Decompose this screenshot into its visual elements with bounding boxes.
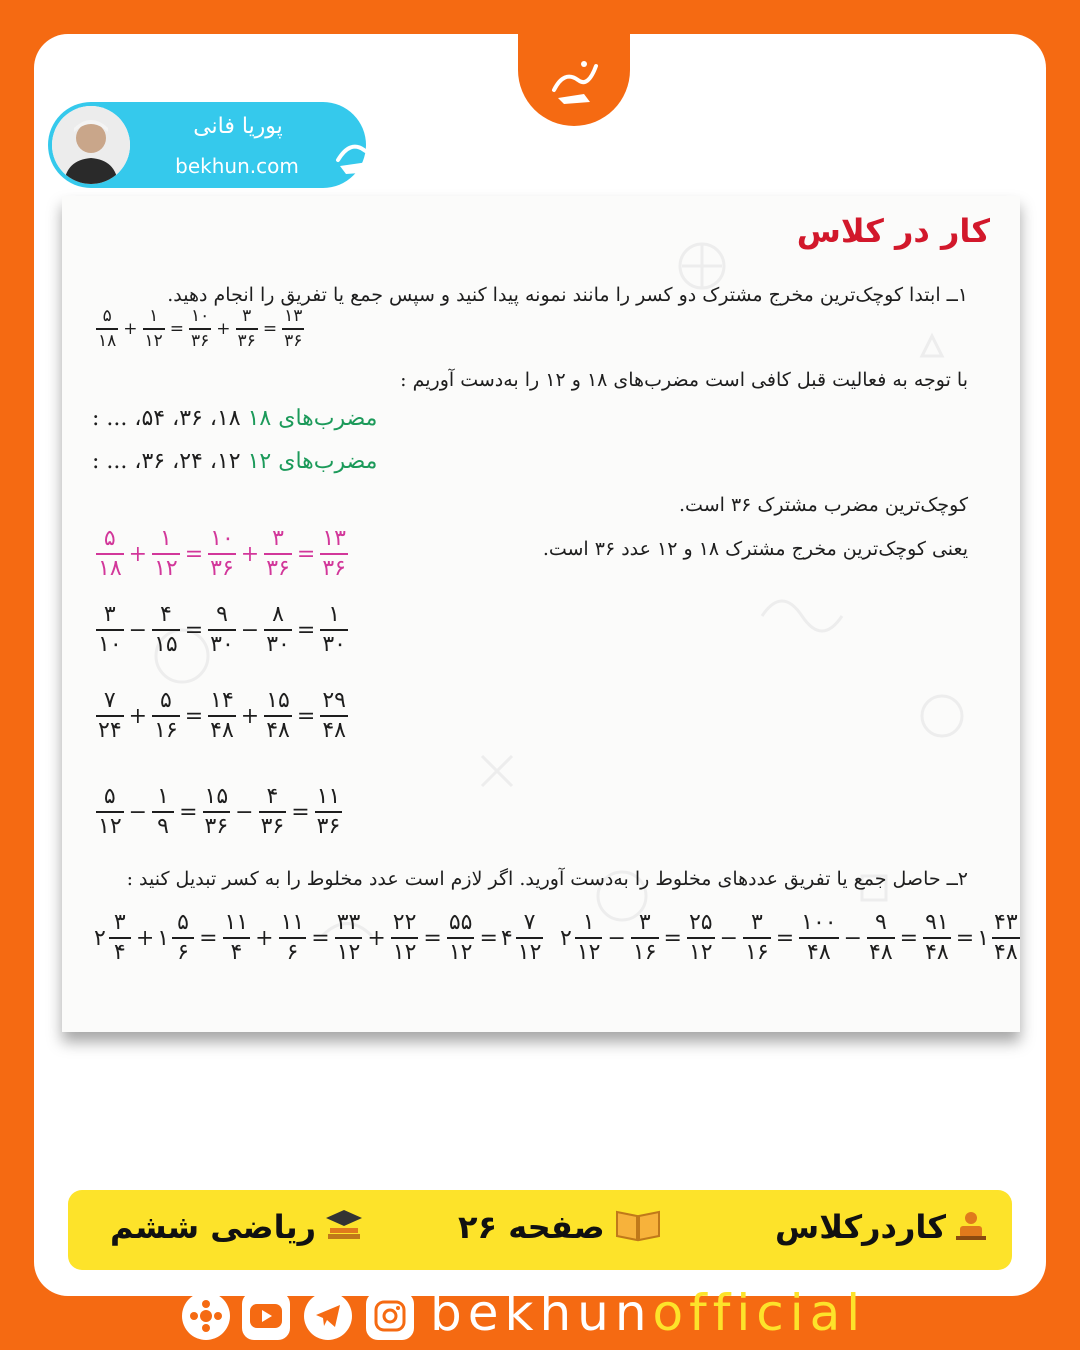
fraction-denominator: ۱۲ — [448, 940, 473, 965]
multiples-18-label: مضرب‌های ۱۸ — [247, 406, 378, 431]
operator-sign: − — [235, 799, 254, 825]
fraction-denominator: ۱۲ — [98, 814, 122, 839]
fraction-numerator: ۷ — [103, 688, 116, 713]
fraction-bar — [172, 937, 194, 939]
fraction-bar — [264, 629, 292, 631]
footer-right — [775, 1208, 988, 1250]
fraction-denominator: ۳۶ — [284, 331, 303, 351]
fraction — [172, 912, 194, 964]
mixed-whole-part: ۱ — [157, 925, 170, 951]
fraction-bar — [203, 811, 231, 813]
fraction-bar — [152, 811, 174, 813]
fraction-bar — [687, 937, 715, 939]
fraction — [259, 786, 287, 838]
fraction-denominator: ۶ — [177, 940, 189, 965]
mixed-whole-part: ۲ — [560, 925, 572, 951]
fraction-bar — [208, 553, 236, 555]
fraction-numerator: ۱ — [157, 784, 169, 809]
fraction — [96, 528, 124, 580]
operator-sign: + — [240, 703, 260, 729]
fraction-denominator: ۱۰ — [98, 632, 122, 657]
fraction-denominator: ۴۸ — [994, 940, 1018, 965]
operator-sign: = — [199, 925, 218, 951]
fraction-numerator: ۱ — [159, 526, 172, 551]
fraction — [264, 604, 292, 656]
bekhun-mark-icon — [332, 116, 394, 176]
fraction-numerator: ۱۱ — [316, 784, 341, 809]
operator-sign: = — [179, 799, 198, 825]
fraction-denominator: ۴ — [230, 940, 243, 965]
fraction-numerator: ۱۰۰ — [801, 910, 837, 935]
author-name: پوریا فانی — [193, 114, 283, 139]
section-title: کار در کلاس — [787, 212, 1000, 250]
fraction-denominator: ۱۵ — [154, 632, 178, 657]
mixed-whole-part: ۱ — [977, 925, 990, 951]
fraction-denominator: ۱۲ — [336, 940, 361, 965]
fraction-numerator: ۱ — [328, 602, 341, 627]
fraction-denominator: ۴۸ — [869, 940, 893, 965]
fraction — [264, 528, 292, 580]
operator-sign: = — [184, 541, 204, 567]
fraction-numerator: ۳ — [750, 910, 763, 935]
fraction — [320, 690, 348, 742]
mixed-whole-part: ۲ — [94, 925, 106, 951]
fraction-numerator: ۱۳ — [284, 306, 303, 326]
fraction — [447, 912, 475, 964]
fraction-denominator: ۱۶ — [154, 718, 178, 743]
fraction-bar — [320, 629, 348, 631]
fraction-denominator: ۱۶ — [745, 940, 769, 965]
multiples-12-label: مضرب‌های ۱۲ — [247, 449, 378, 474]
operator-sign: + — [135, 925, 155, 951]
fraction-bar — [320, 553, 348, 555]
operator-sign: + — [128, 541, 148, 567]
operator-sign: = — [262, 319, 278, 339]
social-bar — [180, 1284, 900, 1346]
fraction-denominator: ۳۶ — [260, 814, 285, 839]
fraction-numerator: ۲۲ — [392, 910, 417, 935]
fraction-bar — [96, 553, 124, 555]
fraction-denominator: ۱۲ — [517, 940, 542, 965]
fraction-numerator: ۴ — [159, 602, 172, 627]
fraction-denominator: ۴۸ — [925, 940, 949, 965]
multiples-18 — [92, 406, 377, 431]
fraction — [203, 786, 231, 838]
q2-answer-left — [94, 912, 545, 964]
fraction — [152, 604, 180, 656]
fraction — [96, 308, 118, 350]
fraction — [867, 912, 895, 964]
fraction — [516, 912, 544, 964]
fraction-bar — [223, 937, 251, 939]
fraction-denominator: ۱۲ — [154, 556, 178, 581]
fraction-bar — [208, 629, 236, 631]
fraction-bar — [992, 937, 1020, 939]
fraction-denominator: ۳۶ — [191, 331, 210, 351]
fraction-bar — [264, 715, 292, 717]
fraction — [631, 912, 659, 964]
fraction-denominator: ۹ — [157, 814, 169, 839]
fraction-bar — [264, 553, 292, 555]
fraction — [143, 308, 165, 350]
fraction-denominator: ۳۰ — [322, 632, 346, 657]
fraction — [315, 786, 343, 838]
fraction-numerator: ۲۵ — [688, 910, 713, 935]
fraction-numerator: ۸ — [272, 602, 284, 627]
fraction — [923, 912, 951, 964]
fraction-bar — [259, 811, 287, 813]
operator-sign: + — [123, 319, 138, 339]
answer-pink — [94, 528, 350, 580]
q1-instruction: ۱ــ ابتدا کوچک‌ترین مخرج مشترک دو کسر را مانند نمونه پیدا کنید و سپس جمع یا تفریق را انجام دهید. — [167, 284, 968, 306]
fraction-numerator: ۱۱ — [280, 910, 305, 935]
footer-left-label: ریاضی ششم — [110, 1208, 317, 1246]
fraction-bar — [923, 937, 951, 939]
fraction-denominator: ۱۸ — [98, 556, 122, 581]
fraction-numerator: ۱۰ — [210, 526, 234, 551]
fraction — [208, 690, 236, 742]
fraction — [236, 308, 258, 350]
fraction-denominator: ۴۸ — [266, 718, 290, 743]
fraction — [391, 912, 419, 964]
fraction — [223, 912, 251, 964]
fraction-numerator: ۴۳ — [994, 910, 1018, 935]
fraction-bar — [96, 629, 124, 631]
fraction — [335, 912, 363, 964]
fraction-numerator: ۵۵ — [448, 910, 473, 935]
footer-center — [458, 1208, 663, 1250]
fraction-bar — [516, 937, 544, 939]
fraction-numerator: ۱۰ — [191, 306, 210, 326]
operator-sign: = — [184, 617, 204, 643]
fraction-bar — [631, 937, 659, 939]
fraction-denominator: ۱۲ — [144, 331, 163, 351]
fraction-bar — [799, 937, 838, 939]
fraction — [687, 912, 715, 964]
fraction — [264, 690, 292, 742]
fraction — [320, 528, 348, 580]
brand-part2: official — [652, 1284, 867, 1342]
fraction-denominator: ۱۸ — [98, 331, 117, 351]
q1-example — [94, 308, 306, 350]
fraction-numerator: ۹ — [216, 602, 228, 627]
operator-sign: = — [479, 925, 498, 951]
footer-center-label: صفحه ۲۶ — [458, 1208, 605, 1246]
answer-b — [94, 690, 350, 742]
fraction-denominator: ۳۶ — [204, 814, 229, 839]
lcm-text: کوچک‌ترین مضرب مشترک ۳۶ است. — [679, 494, 968, 516]
fraction-denominator: ۳۶ — [266, 556, 290, 581]
fraction-bar — [320, 715, 348, 717]
operator-sign: = — [169, 319, 185, 339]
fraction-bar — [335, 937, 363, 939]
fraction-denominator: ۱۲ — [392, 940, 417, 965]
fraction-bar — [189, 328, 211, 330]
author-badge[interactable] — [48, 102, 366, 188]
multiples-12 — [92, 449, 377, 474]
operator-sign: − — [240, 617, 260, 643]
brand-wordmark[interactable] — [430, 1284, 866, 1342]
fraction — [279, 912, 307, 964]
fraction-numerator: ۵ — [103, 784, 116, 809]
operator-sign: = — [291, 799, 310, 825]
fraction-numerator: ۱۱ — [224, 910, 249, 935]
fraction — [189, 308, 211, 350]
footer-bar — [68, 1190, 1012, 1270]
operator-sign: = — [899, 925, 919, 951]
youtube-icon[interactable] — [242, 1292, 290, 1340]
lcd-text: یعنی کوچک‌ترین مخرج مشترک ۱۸ و ۱۲ عدد ۳۶ است. — [542, 538, 968, 560]
fraction-numerator: ۴ — [266, 784, 279, 809]
fraction-denominator: ۳۶ — [237, 331, 256, 351]
operator-sign: + — [128, 703, 148, 729]
operator-sign: = — [296, 541, 316, 567]
grad-books-icon — [324, 1208, 364, 1250]
operator-sign: + — [367, 925, 386, 951]
instagram-icon[interactable] — [366, 1292, 414, 1340]
fraction-bar — [152, 553, 180, 555]
multiples-12-values: ۱۲، ۲۴، ۳۶، ... : — [92, 449, 241, 474]
operator-sign: = — [423, 925, 442, 951]
telegram-icon[interactable] — [304, 1292, 352, 1340]
fraction-numerator: ۹۱ — [925, 910, 949, 935]
fraction-bar — [391, 937, 419, 939]
operator-sign: = — [311, 925, 330, 951]
fraction-numerator: ۵ — [177, 910, 189, 935]
bekhun-logo-icon — [544, 50, 604, 110]
fraction-bar — [96, 715, 124, 717]
fraction-bar — [315, 811, 343, 813]
fraction — [152, 528, 180, 580]
operator-sign: + — [216, 319, 231, 339]
top-logo — [518, 34, 630, 126]
fraction — [743, 912, 771, 964]
fraction — [992, 912, 1020, 964]
teacher-icon — [954, 1208, 988, 1250]
fraction — [152, 690, 180, 742]
fraction-denominator: ۴۸ — [807, 940, 831, 965]
fraction-bar — [143, 328, 165, 330]
fraction — [109, 912, 131, 964]
book-icon — [613, 1208, 663, 1250]
fraction-numerator: ۳۳ — [336, 910, 361, 935]
operator-sign: + — [255, 925, 274, 951]
fraction-bar — [96, 811, 124, 813]
fraction — [152, 786, 174, 838]
fraction — [96, 786, 124, 838]
fraction — [96, 690, 124, 742]
fraction-bar — [109, 937, 131, 939]
fraction-denominator: ۴۸ — [210, 718, 234, 743]
fraction-denominator: ۱۲ — [576, 940, 601, 965]
fraction — [208, 528, 236, 580]
fraction-denominator: ۱۶ — [632, 940, 657, 965]
q2-instruction: ۲ــ حاصل جمع یا تفریق عددهای مخلوط را به‌دست آورید. اگر لازم است عدد مخلوط را به کسر تبدیل کنید : — [126, 868, 968, 890]
fraction-bar — [447, 937, 475, 939]
operator-sign: = — [775, 925, 795, 951]
operator-sign: − — [607, 925, 626, 951]
fraction — [208, 604, 236, 656]
operator-sign: = — [296, 617, 316, 643]
fraction-numerator: ۵ — [102, 306, 112, 326]
fraction-denominator: ۴ — [113, 940, 126, 965]
fraction — [96, 604, 124, 656]
fraction-denominator: ۳۰ — [210, 632, 234, 657]
fraction-numerator: ۳ — [113, 910, 126, 935]
footer-right-label: کاردرکلاس — [775, 1208, 946, 1246]
fraction — [320, 604, 348, 656]
fraction-bar — [282, 328, 304, 330]
operator-sign: − — [128, 799, 148, 825]
footer-left — [110, 1208, 364, 1250]
answer-c — [94, 786, 344, 838]
author-site[interactable]: bekhun.com — [175, 154, 299, 178]
fraction-numerator: ۱۴ — [210, 688, 234, 713]
fraction-bar — [279, 937, 307, 939]
fraction-bar — [867, 937, 895, 939]
fraction-denominator: ۲۴ — [98, 718, 122, 743]
fraction-denominator: ۴۸ — [322, 718, 346, 743]
fraction-bar — [208, 715, 236, 717]
fraction-numerator: ۵ — [103, 526, 116, 551]
fraction-bar — [236, 328, 258, 330]
fraction-numerator: ۳ — [242, 306, 252, 326]
fraction-denominator: ۳۶ — [210, 556, 234, 581]
fraction-numerator: ۳ — [638, 910, 651, 935]
fraction-numerator: ۵ — [159, 688, 172, 713]
fraction-numerator: ۳ — [272, 526, 284, 551]
multiples-18-values: ۱۸، ۳۶، ۵۴، ... : — [92, 406, 241, 431]
fraction-numerator: ۲۹ — [322, 688, 346, 713]
operator-sign: + — [240, 541, 260, 567]
operator-sign: = — [955, 925, 975, 951]
fraction-bar — [152, 715, 180, 717]
mixed-whole-part: ۴ — [500, 925, 513, 951]
fraction — [282, 308, 304, 350]
aparat-icon[interactable] — [182, 1292, 230, 1340]
avatar — [52, 106, 130, 184]
fraction-denominator: ۶ — [286, 940, 299, 965]
fraction-denominator: ۳۰ — [266, 632, 290, 657]
fraction-bar — [743, 937, 771, 939]
fraction-numerator: ۱۵ — [204, 784, 229, 809]
fraction-numerator: ۷ — [523, 910, 536, 935]
fraction — [799, 912, 838, 964]
answer-a — [94, 604, 350, 656]
operator-sign: − — [128, 617, 148, 643]
q2-answer-right — [560, 912, 1022, 964]
fraction-numerator: ۱۵ — [266, 688, 290, 713]
brand-part1: bekhun — [430, 1284, 653, 1342]
operator-sign: = — [184, 703, 204, 729]
fraction-numerator: ۹ — [874, 910, 887, 935]
fraction-numerator: ۱۳ — [322, 526, 346, 551]
operator-sign: = — [296, 703, 316, 729]
operator-sign: − — [719, 925, 739, 951]
fraction-numerator: ۳ — [103, 602, 116, 627]
fraction-denominator: ۳۶ — [316, 814, 341, 839]
operator-sign: − — [843, 925, 863, 951]
fraction-bar — [152, 629, 180, 631]
operator-sign: = — [663, 925, 682, 951]
fraction-numerator: ۱ — [582, 910, 595, 935]
fraction-denominator: ۳۶ — [322, 556, 346, 581]
fraction-bar — [96, 328, 118, 330]
q1-hint: با توجه به فعالیت قبل کافی است مضرب‌های ۱۸ و ۱۲ را به‌دست آوریم : — [400, 369, 968, 391]
fraction — [575, 912, 603, 964]
fraction-numerator: ۱ — [149, 306, 159, 326]
fraction-denominator: ۱۲ — [688, 940, 713, 965]
fraction-bar — [575, 937, 603, 939]
